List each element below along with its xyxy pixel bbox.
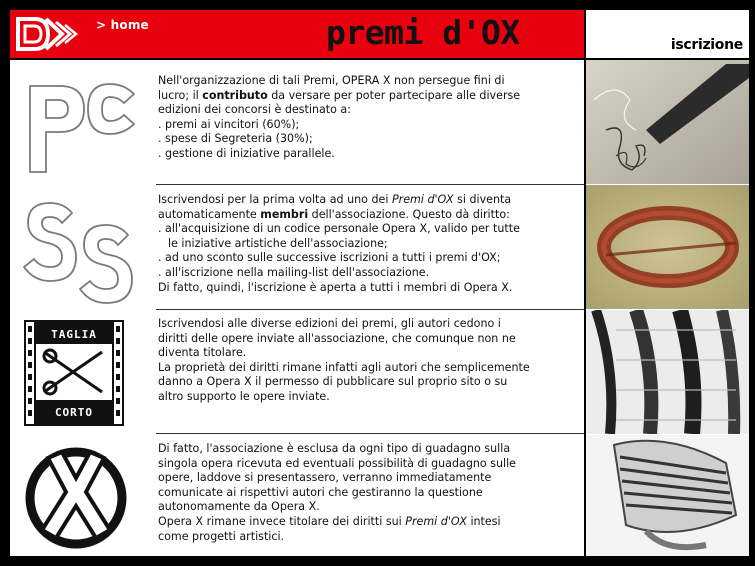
info-row-contribution xyxy=(10,60,584,185)
earnings-text: Di fatto, l'associazione è esclusa da ogni tipo di guadagno sulla singola opera ricevuta ed eventuali possibilità di guadagno sulle opere, laddove si presentassero, verranno immediatamente comunicate ai rispettivi autori che gestiranno la questione autonomamente da Opera X. Opera X rimane invece titolare dei diritti sui Premi d'OX intesi come progetti artistici. xyxy=(158,442,517,543)
opera-x-logo[interactable] xyxy=(10,10,86,58)
info-row-rights xyxy=(10,310,584,434)
photo-column xyxy=(586,60,749,556)
page-title: premi d'OX xyxy=(326,13,520,52)
contribution-text: Nell'organizzazione di tali Premi, OPERA X non persegue fini di lucro; il contributo da versare per poter partecipare alle diverse edizioni dei concorsi è destinato a: . premi ai vincitori (60%); . spese di Segreteria (30%); . gestione di iniziative parallele. xyxy=(158,74,521,160)
ox-circle-icon xyxy=(16,442,142,552)
subscribe-link[interactable]: iscrizione xyxy=(670,37,743,53)
badge-bottom-label: CORTO xyxy=(54,406,94,419)
red-ring-photo xyxy=(586,185,749,309)
membership-text: Iscrivendosi per la prima volta ad uno dei Premi d'OX si diventa automaticamente membri dell'associazione. Questo dà diritto: . all'acquisizione di un codice personale Opera X, valido per tutte le iniziative artistiche dell'associazione; . ad uno sconto sulle successive iscrizioni a tutti i premi d'OX; . all'iscrizione nella mailing-list dell'associazione. Di fatto, quindi, l'iscrizione è aperta a tutti i membri di Opera X. xyxy=(158,193,520,294)
subscribe-box[interactable] xyxy=(586,10,749,58)
header-bar xyxy=(10,10,584,58)
pc-icon xyxy=(16,72,142,178)
microphone-photo xyxy=(586,435,749,556)
rights-text: Iscrivendosi alle diverse edizioni dei premi, gli autori cedono i diritti delle opere inviate all'associazione, che comunque non ne diventa titolare. La proprietà dei diritti rimane infatti agli autori che semplicemente danno a Opera X il permesso di pubblicare sul proprio sito o su altro supporto le opere inviate. xyxy=(158,317,530,403)
content-panel xyxy=(10,60,584,556)
signature-photo xyxy=(586,60,749,184)
home-link[interactable]: > home xyxy=(96,18,149,32)
taglia-corto-icon xyxy=(16,316,142,430)
film-reel-photo xyxy=(586,310,749,434)
info-row-earnings xyxy=(10,434,584,556)
title-banner xyxy=(314,10,584,58)
ss-icon xyxy=(16,195,142,305)
badge-top-label: TAGLIA xyxy=(51,328,97,341)
info-row-membership xyxy=(10,185,584,310)
